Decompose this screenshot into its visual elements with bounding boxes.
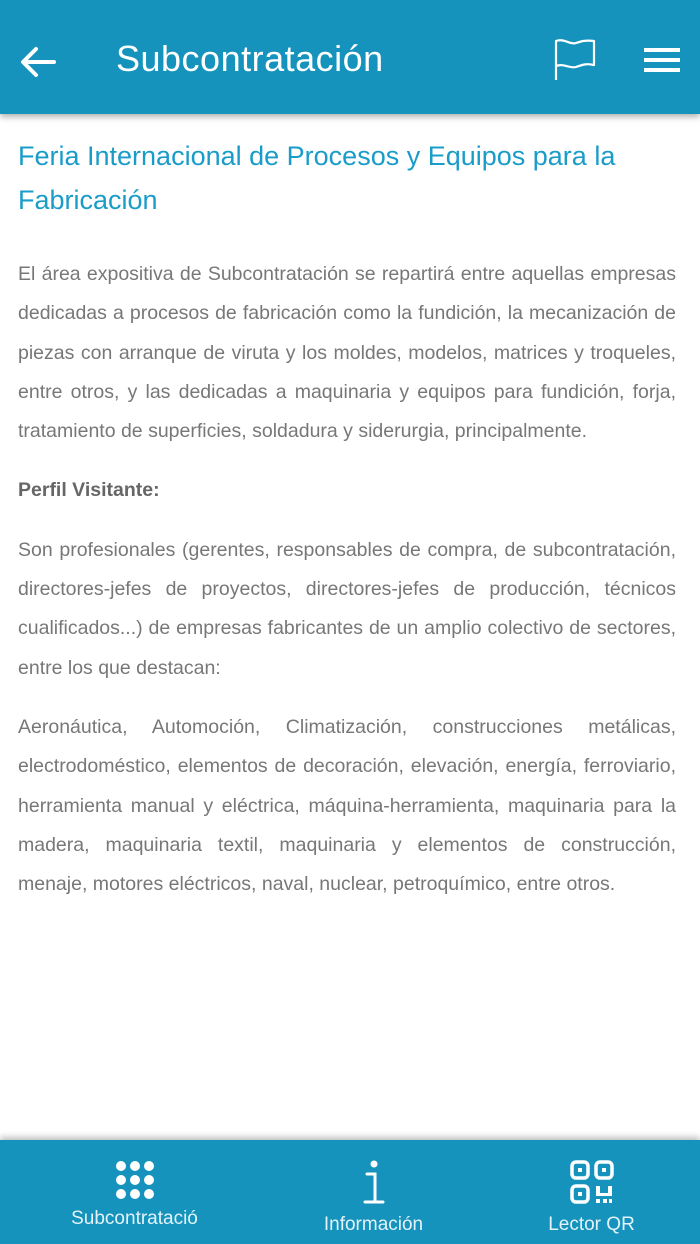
page-title: Subcontratación <box>116 38 384 79</box>
grid-dots-icon <box>115 1160 155 1200</box>
top-app-bar <box>0 0 700 114</box>
paragraph-visitors: Son profesionales (gerentes, responsables de compra, de subcontratación, directores-jefes de proyectos, directores-jefes de producción, técnicos cualificados...) de empresas fabricantes de un amplio colectivo de sectores, entre los que destacan: <box>18 538 676 679</box>
arrow-left-icon[interactable] <box>18 42 58 82</box>
article-content <box>18 114 676 924</box>
paragraph-intro: El área expositiva de Subcontratación se repartirá entre aquellas empresas dedicadas a procesos de fabricación como la fundición, la mecanización de piezas con arranque de viruta y los moldes, modelos, matrices y troqueles, entre otros, y las dedicadas a maquinaria y equipos para fundición, forja, tratamiento de superficies, soldadura y siderurgia, principalmente. <box>18 263 676 443</box>
bottom-navigation <box>0 1140 700 1244</box>
flag-icon[interactable] <box>552 38 598 82</box>
tab-subcontratacion[interactable] <box>18 1140 251 1244</box>
paragraph-sectors: Aeronáutica, Automoción, Climatización, construcciones metálicas, electrodoméstico, elementos de decoración, elevación, energía, ferroviario, herramienta manual y eléctrica, máquina-herramienta, maquinaria para la madera, maquinaria textil, maquinaria y elementos de construcción, menaje, motores eléctricos, naval, nuclear, petroquímico, entre otros. <box>18 715 676 896</box>
qr-code-icon <box>570 1160 614 1204</box>
tab-label: Información <box>323 1214 424 1235</box>
info-icon <box>359 1160 389 1206</box>
section-label-visitor-profile: Perfil Visitante: <box>18 479 160 502</box>
tab-lector-qr[interactable] <box>475 1140 700 1244</box>
hamburger-menu-icon[interactable] <box>644 46 682 76</box>
article-heading: Feria Internacional de Procesos y Equipos para la Fabricación <box>18 141 616 215</box>
tab-informacion[interactable] <box>257 1140 490 1244</box>
tab-label: Lector QR <box>548 1214 635 1235</box>
tab-label: Subcontratació <box>71 1208 198 1229</box>
